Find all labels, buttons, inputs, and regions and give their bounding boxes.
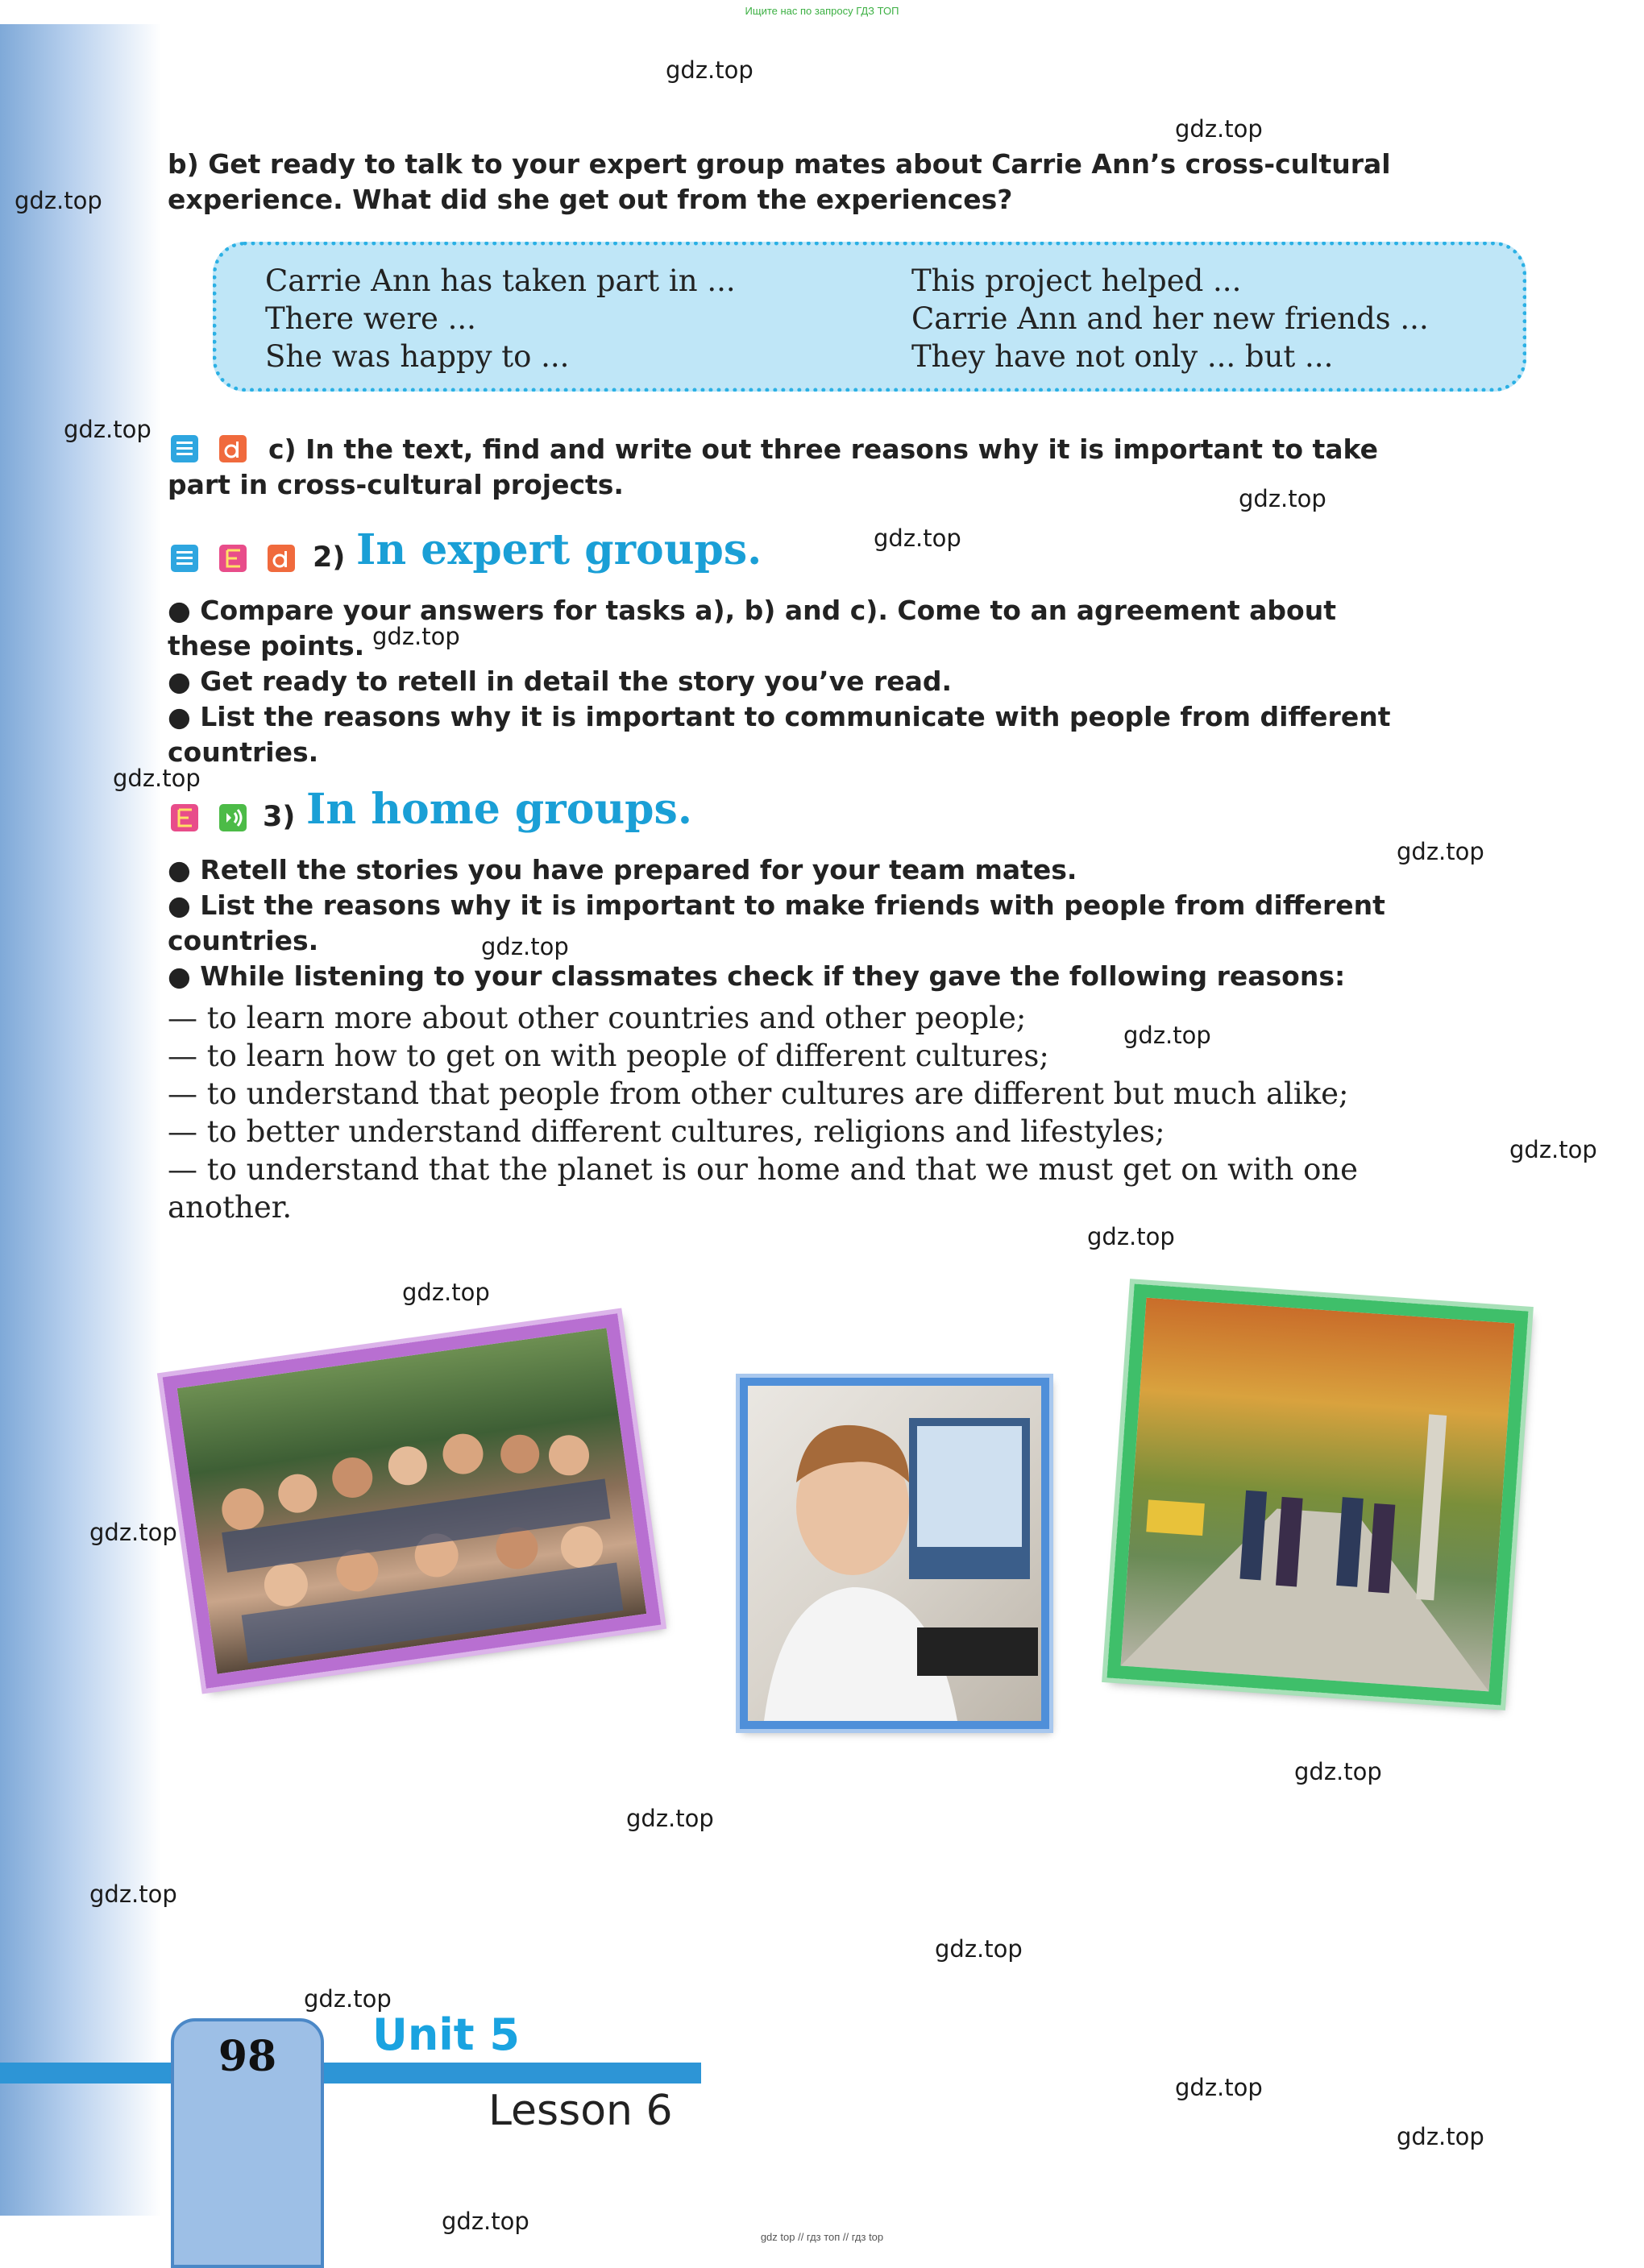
section-2-title: In expert groups. bbox=[356, 525, 762, 574]
section-2-number: 2) bbox=[313, 541, 346, 574]
reason-item: — to better understand different cultures, religions and lifestyles; bbox=[168, 1114, 1165, 1149]
watermark: gdz.top bbox=[1509, 1136, 1597, 1163]
watermark: gdz.top bbox=[1123, 1022, 1211, 1049]
reason-item: — to learn more about other countries and other people; bbox=[168, 1001, 1027, 1035]
listen-icon bbox=[219, 804, 247, 831]
watermark: gdz.top bbox=[89, 1880, 177, 1908]
speak-icon bbox=[171, 804, 198, 831]
hint-column-left: Carrie Ann has taken part in ... There were ... She was happy to ... bbox=[265, 263, 736, 374]
read-icon bbox=[171, 545, 198, 572]
lesson-label: Lesson 6 bbox=[488, 2087, 673, 2135]
watermark: gdz.top bbox=[935, 1935, 1023, 1963]
watermark: gdz.top bbox=[1087, 1223, 1175, 1250]
watermark: gdz.top bbox=[64, 416, 152, 443]
hint-box bbox=[213, 242, 1526, 392]
watermark: gdz.top bbox=[1175, 2074, 1263, 2101]
section-3-title: In home groups. bbox=[306, 785, 692, 834]
watermark: gdz.top bbox=[15, 187, 102, 214]
top-tag: Ищите нас по запросу ГДЗ ТОП bbox=[745, 5, 899, 17]
section-3-bullets: ● Retell the stories you have prepared for your team mates. ● List the reasons why it is important to make friends with people from different countries. ● While listening to your classmates check if they gave the following reasons: bbox=[168, 854, 1385, 992]
watermark: gdz.top bbox=[1397, 2123, 1484, 2150]
reason-item: another. bbox=[168, 1190, 293, 1225]
watermark: gdz.top bbox=[666, 56, 754, 84]
write-icon bbox=[268, 545, 295, 572]
hint-column-right: This project helped ... Carrie Ann and her new friends ... They have not only ... but ... bbox=[911, 263, 1429, 374]
watermark: gdz.top bbox=[442, 2208, 529, 2235]
section-2-bullets: ● Compare your answers for tasks a), b) and c). Come to an agreement about these points. ● Get ready to retell in detail the story you’ve read. ● List the reasons why it is important to communicate with people from different countries. bbox=[168, 595, 1391, 768]
photo-boy-illustration bbox=[748, 1386, 1041, 1721]
bottom-tag: gdz top // гдз топ // гдз top bbox=[760, 2231, 884, 2243]
watermark: gdz.top bbox=[874, 525, 961, 552]
reason-item: — to learn how to get on with people of different cultures; bbox=[168, 1039, 1049, 1073]
watermark: gdz.top bbox=[1239, 485, 1326, 512]
task-b: b) Get ready to talk to your expert group mates about Carrie Ann’s cross-cultural experience. What did she get out from the experiences? bbox=[168, 148, 1391, 215]
photo-group-of-students bbox=[163, 1313, 662, 1689]
reason-item: — to understand that people from other cultures are different but much alike; bbox=[168, 1076, 1349, 1111]
watermark: gdz.top bbox=[1294, 1758, 1382, 1785]
section-3-number: 3) bbox=[263, 801, 296, 833]
reason-item: — to understand that the planet is our home and that we must get on with one bbox=[168, 1152, 1359, 1187]
photo-students-in-park bbox=[1107, 1284, 1529, 1706]
photo-students-illustration bbox=[177, 1328, 647, 1673]
watermark: gdz.top bbox=[1397, 838, 1484, 865]
footer-stripe bbox=[0, 2063, 701, 2083]
reasons-list bbox=[168, 999, 1358, 1226]
watermark: gdz.top bbox=[1175, 115, 1263, 143]
watermark: gdz.top bbox=[89, 1519, 177, 1546]
photo-park-illustration bbox=[1121, 1298, 1515, 1692]
task-c: c) In the text, find and write out three reasons why it is important to take part in cross-cultural projects. bbox=[168, 433, 1378, 500]
photo-boy-at-computer bbox=[740, 1378, 1049, 1729]
watermark: gdz.top bbox=[402, 1279, 490, 1306]
watermark: gdz.top bbox=[372, 623, 460, 650]
watermark: gdz.top bbox=[304, 1985, 392, 2013]
unit-label: Unit 5 bbox=[372, 2009, 520, 2060]
watermark: gdz.top bbox=[626, 1805, 714, 1832]
speak-icon bbox=[219, 545, 247, 572]
page-number: 98 bbox=[218, 2032, 277, 2081]
watermark: gdz.top bbox=[113, 765, 201, 792]
watermark: gdz.top bbox=[481, 933, 569, 960]
